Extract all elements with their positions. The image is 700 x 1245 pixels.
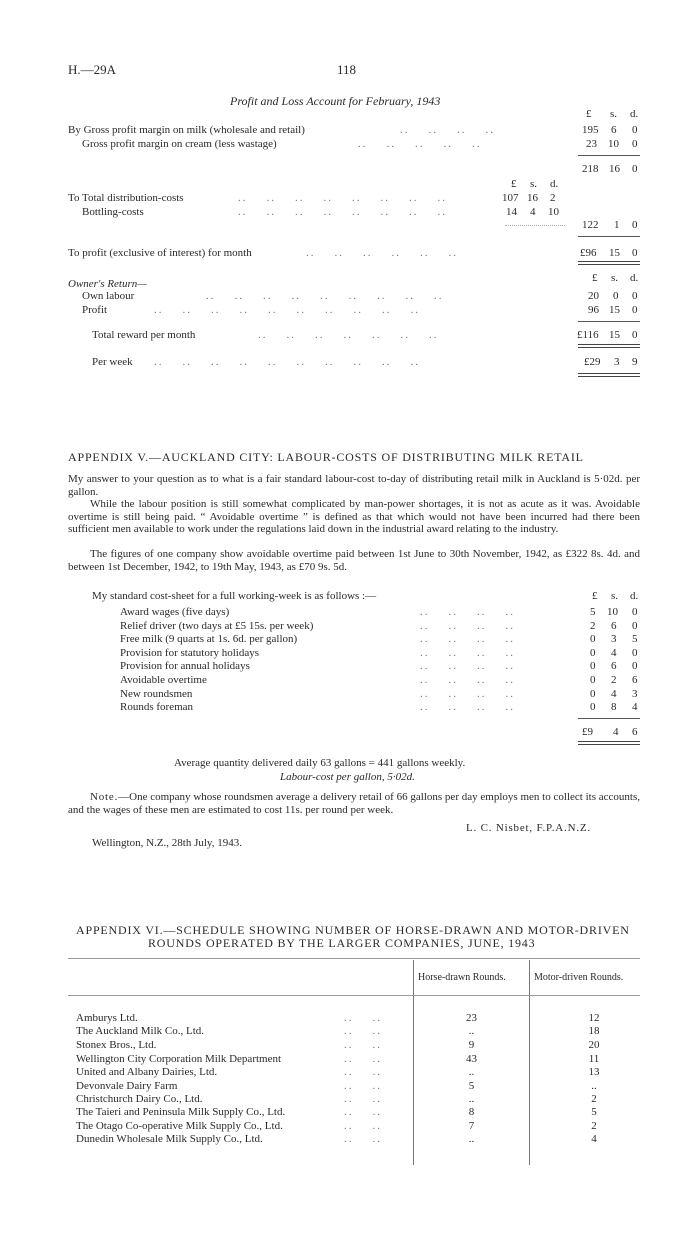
motor-driven-count: 11 bbox=[588, 1053, 600, 1065]
cost-item-label: Provision for statutory holidays bbox=[120, 646, 260, 659]
appendix-6-title-line-1: APPENDIX VI.—SCHEDULE SHOWING NUMBER OF HORSE-DRAWN AND MOTOR-DRIVEN bbox=[76, 923, 630, 937]
cost-item-pence: 4 bbox=[632, 701, 638, 714]
cost-item-label: Free milk (9 quarts at 1s. 6d. per gallon) bbox=[120, 633, 298, 646]
cost-item-pence: 0 bbox=[632, 660, 638, 673]
note-text: —One company whose roundsmen average a delivery retail of 66 gallons per day employs men to collect its accounts, and the wages of these men are estimated to cost 11s. per round per week. bbox=[68, 791, 640, 816]
cost-item-pence: 0 bbox=[632, 619, 638, 632]
cost-item-pence: 3 bbox=[632, 687, 638, 700]
horse-drawn-count: 43 bbox=[466, 1053, 477, 1065]
cost-item-pounds: 0 bbox=[590, 674, 596, 686]
horse-drawn-count: .. bbox=[468, 1093, 475, 1105]
cost-item-pounds: 0 bbox=[590, 701, 596, 714]
cost-item-label: Relief driver (two days at £5 15s. per week) bbox=[120, 619, 314, 632]
average-quantity: Average quantity delivered daily 63 gallons = 441 gallons weekly. bbox=[174, 757, 466, 769]
company-name: United and Albany Dairies, Ltd. bbox=[76, 1066, 218, 1078]
motor-driven-count: 5 bbox=[591, 1106, 597, 1118]
cost-sheet-rule bbox=[578, 718, 640, 719]
cost-item-label: Award wages (five days) bbox=[120, 606, 230, 618]
company-name: Stonex Bros., Ltd. bbox=[76, 1039, 157, 1051]
company-name: The Auckland Milk Co., Ltd. bbox=[76, 1025, 205, 1037]
motor-driven-count: 2 bbox=[591, 1120, 597, 1132]
col-horse-drawn-header: Horse-drawn Rounds. bbox=[418, 972, 506, 983]
signature: L. C. Nisbet, F.P.A.N.Z. bbox=[466, 822, 591, 834]
cost-item-pounds: 0 bbox=[590, 687, 596, 700]
appendix-5-paragraph-1: My answer to your question as to what is a fair standard labour-cost to-day of distributing retail milk in Auckland is 5·02d. per gallon. bbox=[68, 473, 640, 498]
cost-item-shillings: 8 bbox=[611, 701, 617, 714]
cost-item-pounds: 0 bbox=[590, 633, 596, 646]
horse-drawn-count: 9 bbox=[468, 1039, 475, 1051]
horse-drawn-count: .. bbox=[468, 1066, 475, 1078]
cost-item-shillings: 6 bbox=[611, 619, 617, 632]
table-top-rule bbox=[68, 958, 640, 959]
motor-driven-count: 2 bbox=[591, 1093, 597, 1105]
cost-item-label: Provision for annual holidays bbox=[120, 660, 250, 673]
profit-rule bbox=[578, 236, 640, 237]
gross-subtotal-rule bbox=[578, 155, 640, 156]
cost-sheet-double-rule bbox=[578, 741, 640, 745]
cost-item-label: Rounds foreman bbox=[120, 701, 194, 714]
cost-item-pence: 0 bbox=[632, 606, 638, 618]
motor-driven-count: .. bbox=[591, 1080, 597, 1092]
company-name: Dunedin Wholesale Milk Supply Co., Ltd. bbox=[76, 1133, 263, 1145]
cost-item-label: Avoidable overtime bbox=[120, 674, 207, 686]
signature-date: Wellington, N.Z., 28th July, 1943. bbox=[92, 837, 242, 849]
cost-item-label: New roundsmen bbox=[120, 687, 193, 700]
company-name: The Taieri and Peninsula Milk Supply Co., Ltd. bbox=[76, 1106, 286, 1118]
horse-drawn-count: .. bbox=[468, 1133, 475, 1145]
horse-drawn-count: .. bbox=[468, 1025, 475, 1037]
appendix-5-paragraph-3: The figures of one company show avoidable overtime paid between 1st June to 30th November, 1942, as £322 8s. 4d. and between 1st December, 1942, to 19th May, 1943, as £70 9s. 5d. bbox=[68, 548, 640, 573]
cost-item-shillings: 4 bbox=[611, 687, 617, 700]
per-week-rule bbox=[578, 373, 640, 377]
company-name: Wellington City Corporation Milk Department bbox=[76, 1053, 282, 1065]
appendix-5-note bbox=[68, 791, 640, 816]
motor-driven-count: 18 bbox=[588, 1025, 600, 1037]
company-name: Devonvale Dairy Farm bbox=[76, 1080, 178, 1092]
cost-item-shillings: 2 bbox=[611, 674, 617, 686]
horse-drawn-count: 5 bbox=[468, 1080, 475, 1092]
cost-item-pounds: 0 bbox=[590, 660, 596, 673]
cost-item-pounds: 5 bbox=[590, 606, 596, 618]
document-code: H.—29A bbox=[68, 62, 117, 77]
profit-double-rule bbox=[578, 261, 640, 265]
labour-cost-per-gallon: Labour-cost per gallon, 5·02d. bbox=[280, 771, 415, 783]
company-name: The Otago Co-operative Milk Supply Co., Ltd. bbox=[76, 1120, 283, 1132]
company-name: Amburys Ltd. bbox=[76, 1012, 138, 1024]
horse-drawn-count: 8 bbox=[468, 1106, 475, 1118]
horse-drawn-count: 23 bbox=[466, 1012, 477, 1024]
note-label: Note. bbox=[90, 791, 119, 803]
table-header-rule bbox=[68, 995, 640, 996]
col-motor-driven-header: Motor-driven Rounds. bbox=[534, 972, 624, 983]
appendix-6-title-line-2: ROUNDS OPERATED BY THE LARGER COMPANIES, JUNE, 1943 bbox=[148, 936, 536, 950]
motor-driven-count: 12 bbox=[588, 1012, 600, 1024]
costs-subtotal-rule bbox=[505, 225, 565, 226]
cost-item-pounds: 0 bbox=[590, 646, 596, 659]
cost-item-shillings: 10 bbox=[607, 606, 618, 618]
motor-driven-count: 13 bbox=[588, 1066, 600, 1078]
cost-item-pounds: 2 bbox=[590, 619, 596, 632]
cost-item-pence: 5 bbox=[632, 633, 638, 646]
appendix-5-paragraph-2: While the labour position is still somewhat complicated by man-power shortages, it is not as acute as it was. Avoidable overtime is still being paid. “ Avoidable overtime ” is defined as that which would not have been incurred had there been sufficient men available to work under the regulations laid down in the industrial award relating to the industry. bbox=[68, 498, 640, 535]
total-reward-rule bbox=[578, 344, 640, 348]
cost-item-shillings: 4 bbox=[611, 646, 617, 659]
cost-item-pence: 0 bbox=[632, 646, 638, 659]
profit-loss-title: Profit and Loss Account for February, 1943 bbox=[230, 94, 441, 108]
appendix-5-title: APPENDIX V.—AUCKLAND CITY: LABOUR-COSTS OF DISTRIBUTING MILK RETAIL bbox=[68, 450, 584, 464]
horse-drawn-count: 7 bbox=[468, 1120, 475, 1132]
company-name: Christchurch Dairy Co., Ltd. bbox=[76, 1093, 203, 1105]
owners-return-label: Owner's Return— bbox=[68, 278, 148, 290]
cost-item-shillings: 3 bbox=[611, 633, 617, 646]
appendix-5-paragraph-4: My standard cost-sheet for a full working-week is as follows :— bbox=[92, 590, 377, 602]
cost-item-shillings: 6 bbox=[611, 660, 617, 673]
cost-item-pence: 6 bbox=[632, 674, 638, 686]
owner-return-rule bbox=[578, 321, 640, 322]
motor-driven-count: 20 bbox=[588, 1039, 600, 1051]
page-number: 118 bbox=[337, 62, 357, 77]
motor-driven-count: 4 bbox=[591, 1133, 597, 1145]
